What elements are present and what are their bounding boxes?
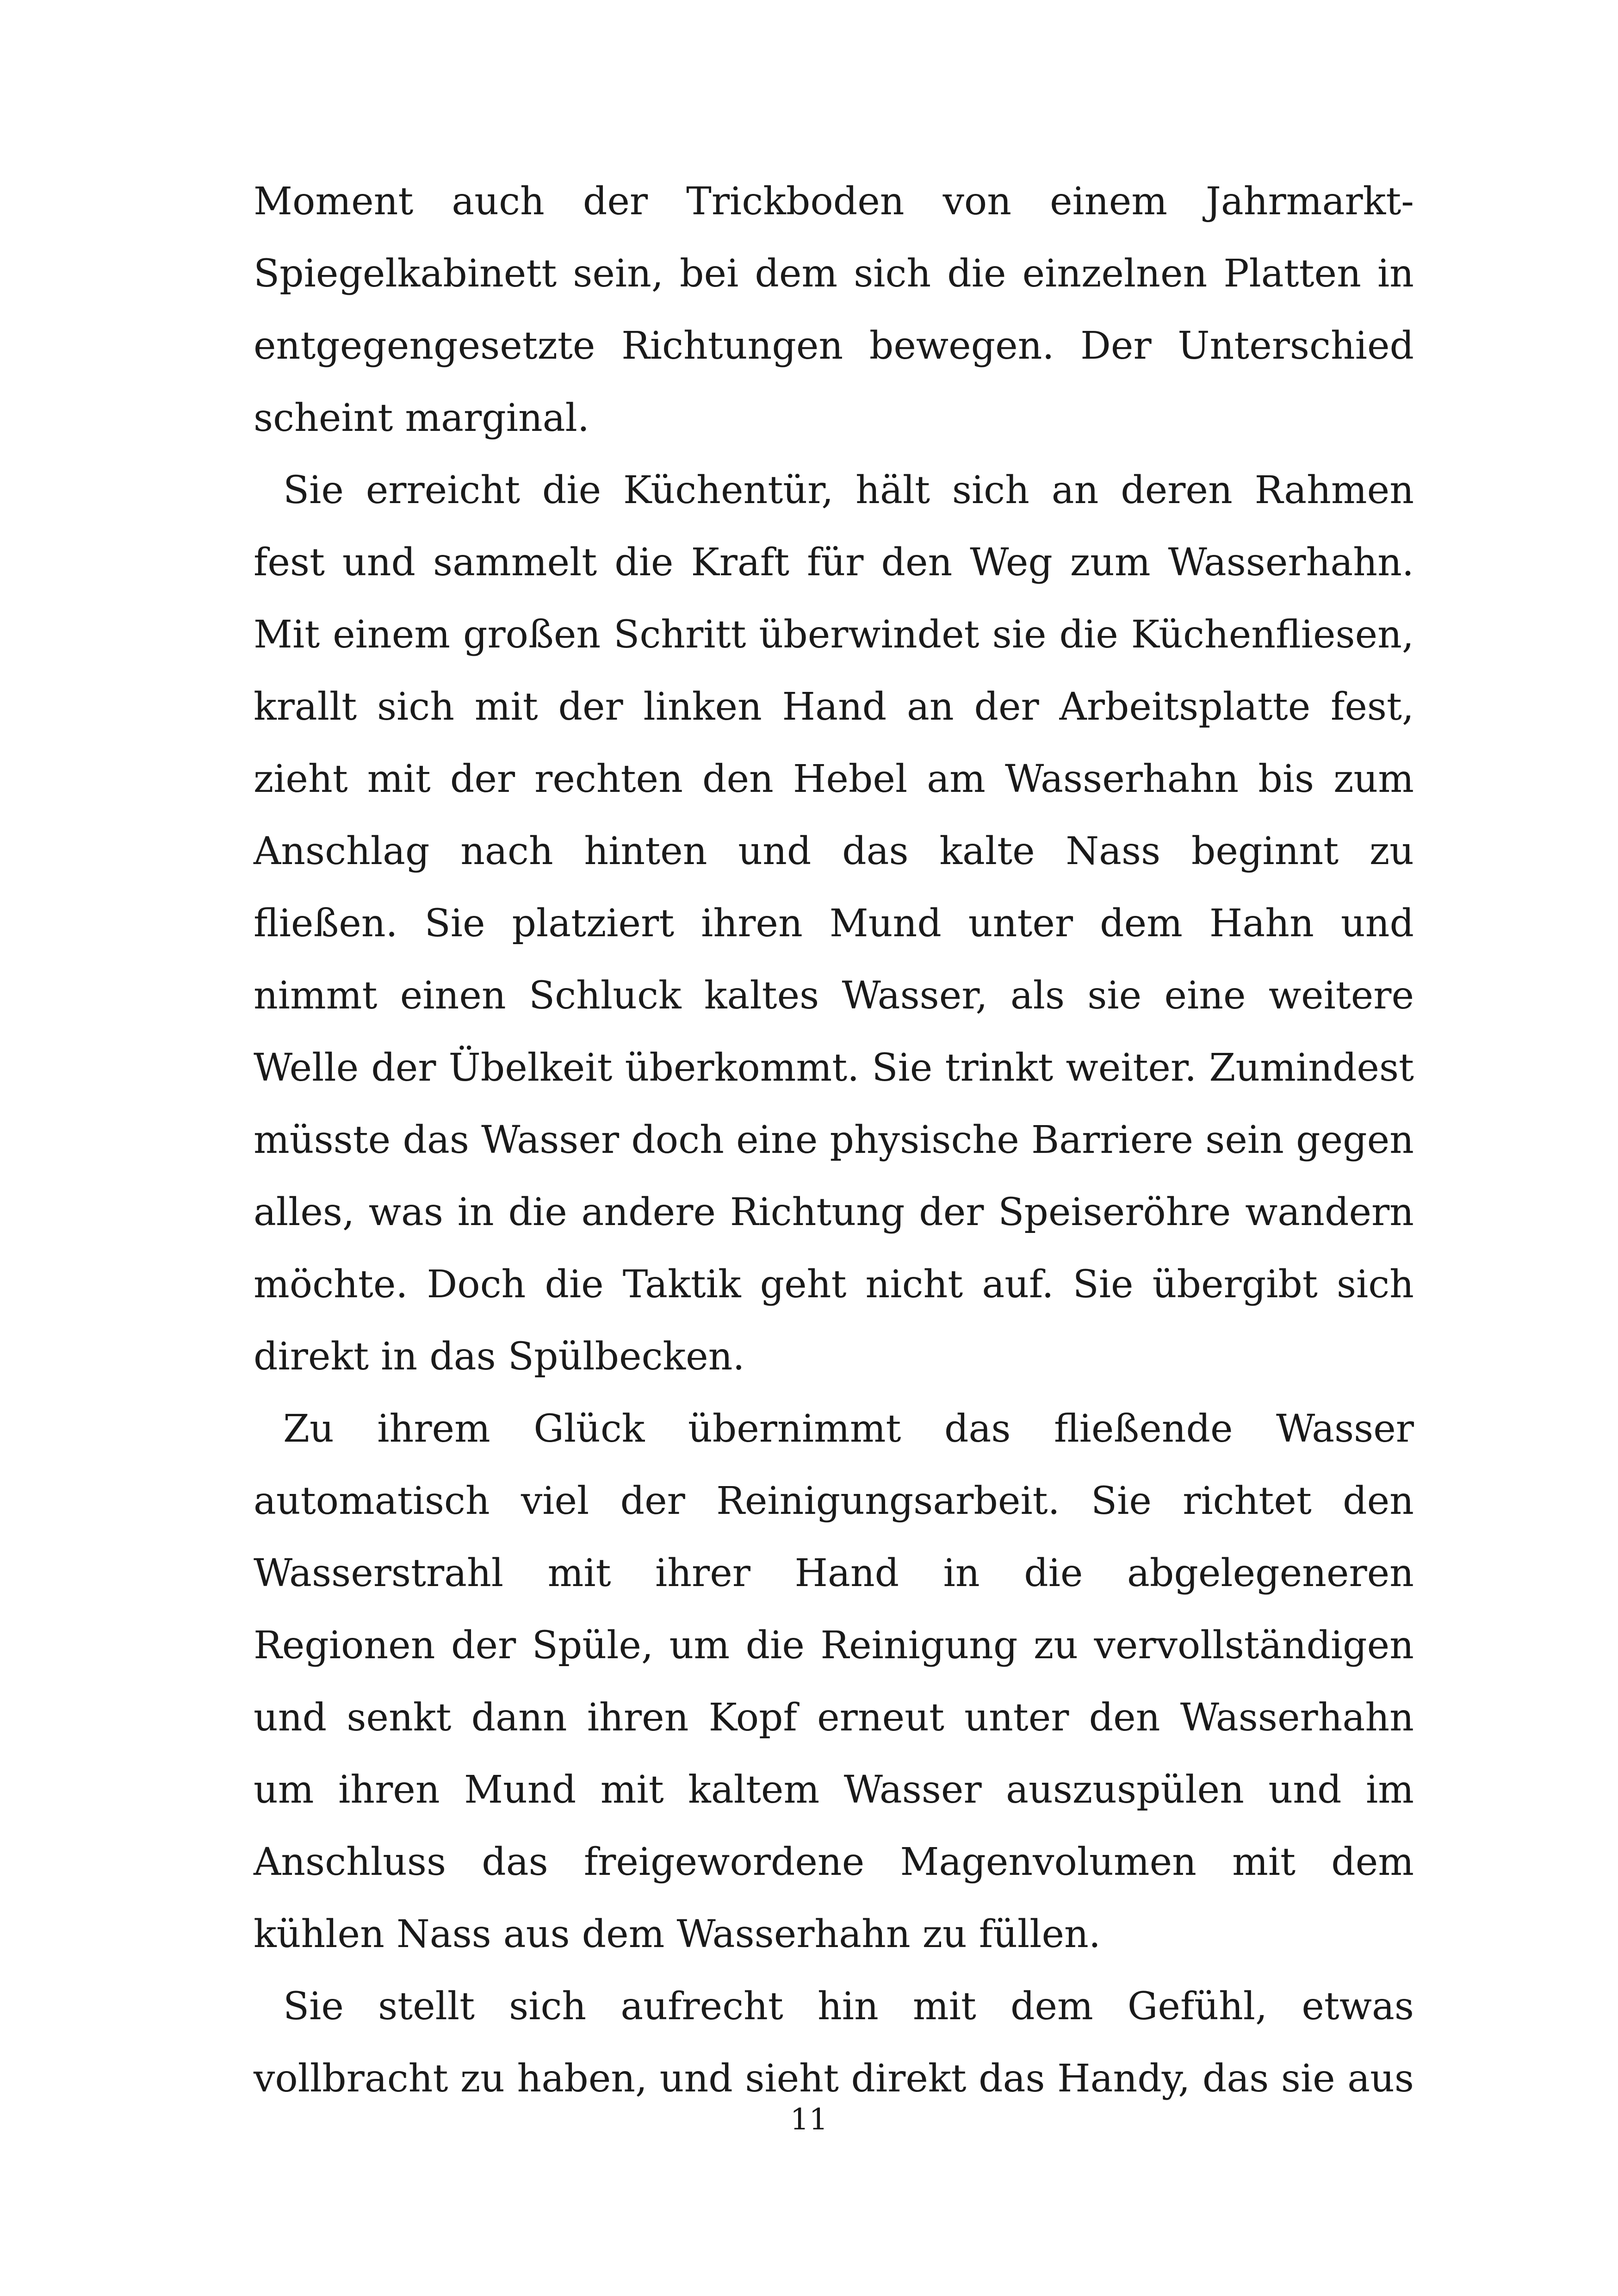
paragraph-cleaning: Zu ihrem Glück übernimmt das fließende Wasser automatisch viel der Reinigungsarbeit. Sie richtet den Wasserstrahl mit ihrer Hand in die abgelegeneren Regionen der Spüle, um die Reinigung zu vervollständigen und senkt dann ihren Kopf erneut unter den Wasserhahn um ihren Mund mit kaltem Wasser auszuspülen und im Anschluss das freigewordene Magenvolumen mit dem kühlen Nass aus dem Wasserhahn zu füllen. (254, 1407, 1414, 1956)
page-number: 11 (790, 2103, 828, 2137)
paragraph-continued: Moment auch der Trickboden von einem Jahrmarkt-Spiegelkabinett sein, bei dem sich die einzelnen Platten in entgegengesetzte Richtungen bewegen. Der Unterschied scheint marginal. (254, 180, 1414, 440)
body-text (254, 166, 1414, 2115)
paragraph-kitchen-door: Sie erreicht die Küchentür, hält sich an deren Rahmen fest und sammelt die Kraft für den Weg zum Wasserhahn. Mit einem großen Schritt überwindet sie die Küchenfliesen, krallt sich mit der linken Hand an der Arbeitsplatte fest, zieht mit der rechten den Hebel am Wasserhahn bis zum Anschlag nach hinten und das kalte Nass beginnt zu fließen. Sie platziert ihren Mund unter dem Hahn und nimmt einen Schluck kaltes Wasser, als sie eine weitere Welle der Übelkeit überkommt. Sie trinkt weiter. Zumindest müsste das Wasser doch eine physische Barriere sein gegen alles, was in die andere Richtung der Speiseröhre wandern möchte. Doch die Taktik geht nicht auf. Sie übergibt sich direkt in das Spülbecken. (254, 468, 1414, 1379)
paragraph-standing-up: Sie stellt sich aufrecht hin mit dem Gefühl, etwas vollbracht zu haben, und sieht direkt das Handy, das sie aus (254, 1985, 1414, 2101)
